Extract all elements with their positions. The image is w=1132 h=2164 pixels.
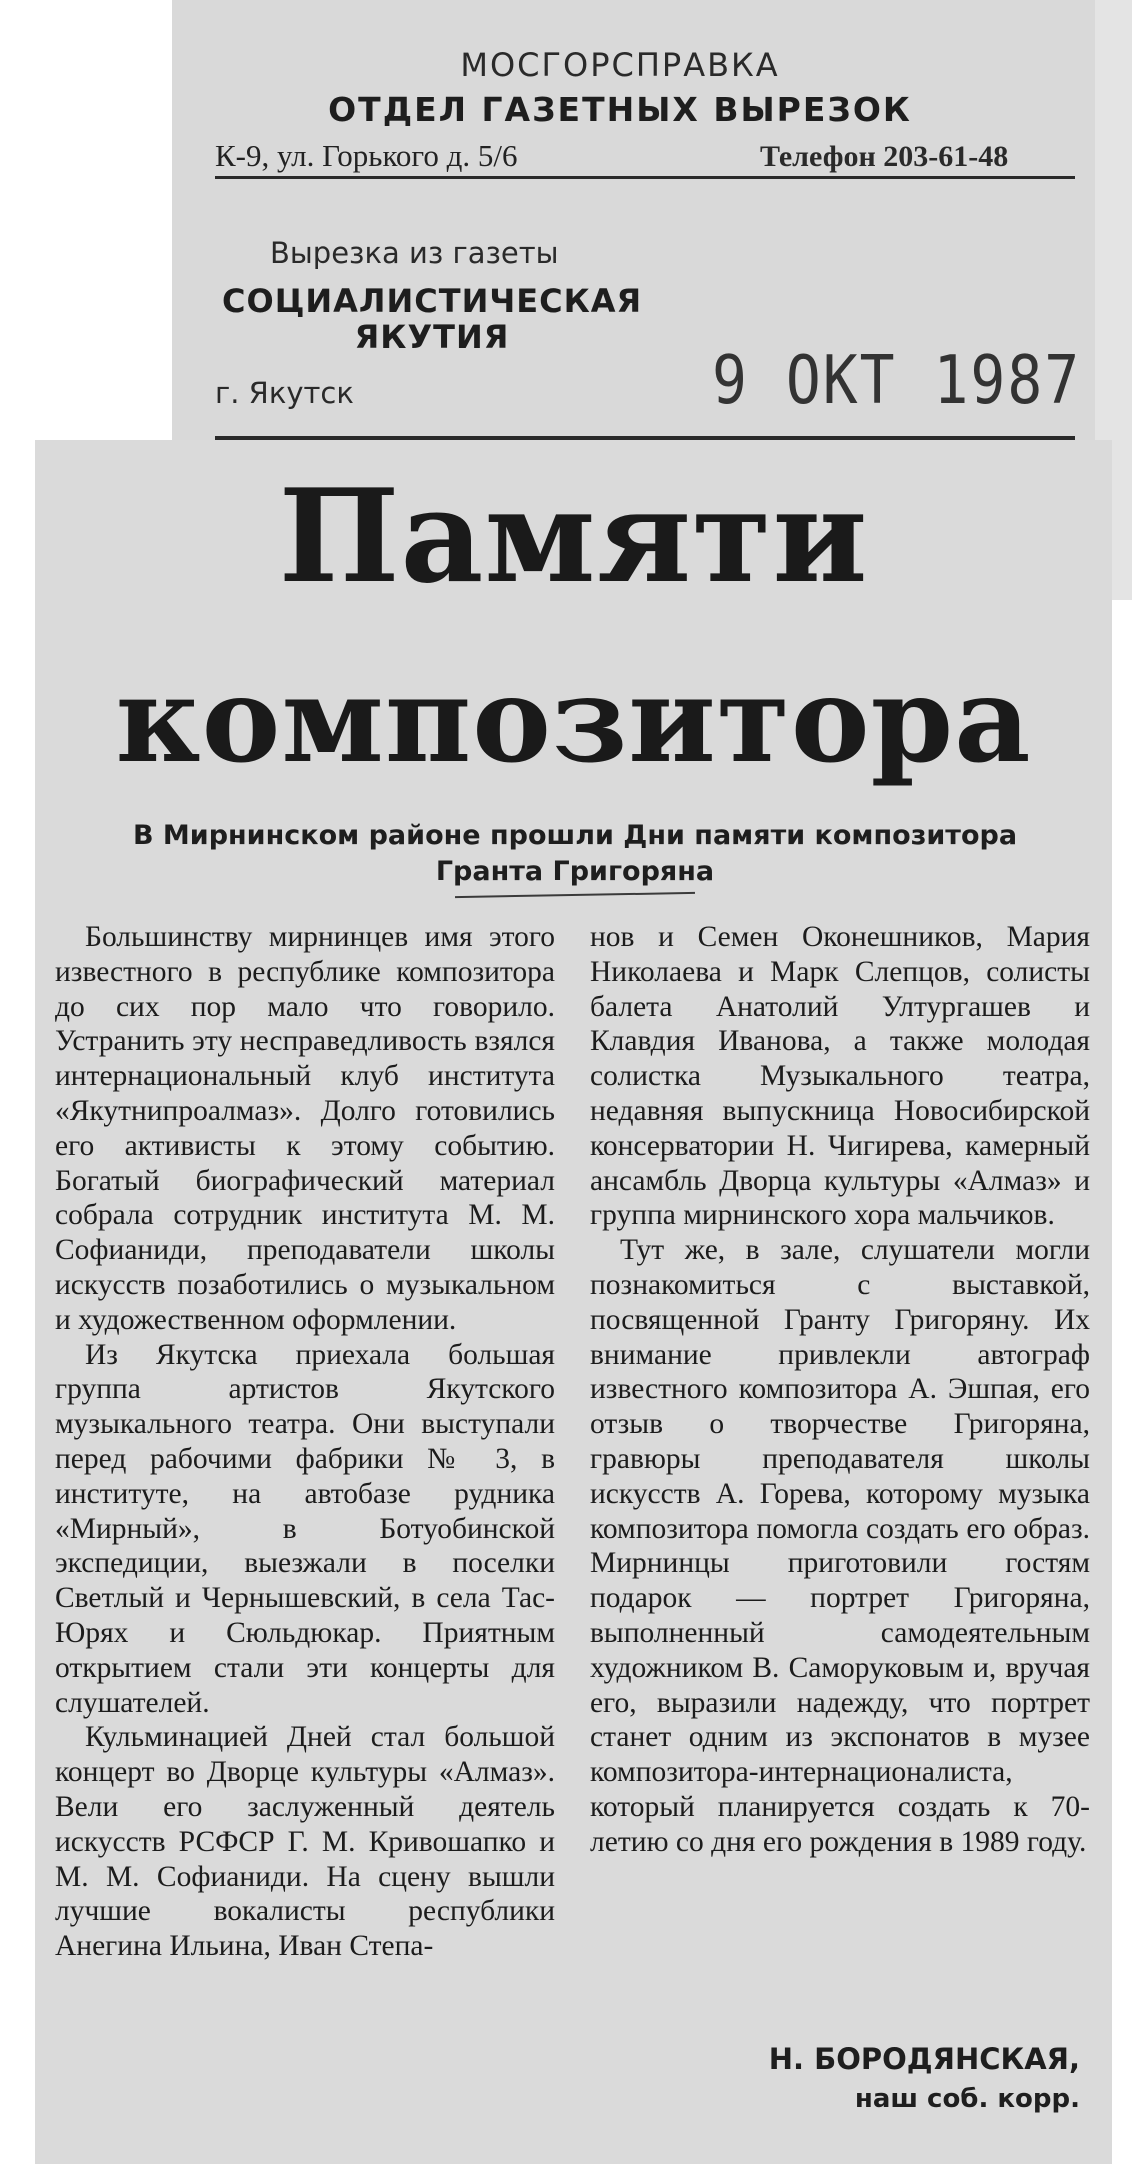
bureau-name: МОСГОРСПРАВКА: [460, 46, 780, 84]
author-role: наш соб. корр.: [854, 2084, 1080, 2114]
paragraph: Большинству мирнинцев имя этого известного в республике композитора до сих пор мало что говорило. Устранить эту несправедливость взялся интернациональный клуб института «Якутнипроалмаз». Долго готовились его активисты к этому событию. Богатый биографический материал собрала сотрудник института М. М. Софианиди, преподаватели школы искусств позаботились о музыкальном и художественном оформлении.: [55, 921, 555, 1336]
bureau-phone: Телефон 203-61-48: [760, 140, 1009, 173]
department-name: ОТДЕЛ ГАЗЕТНЫХ ВЫРЕЗОК: [328, 90, 912, 129]
cut-from-label: Вырезка из газеты: [270, 236, 559, 270]
header-rule: [215, 176, 1075, 179]
newspaper-city: г. Якутск: [215, 376, 354, 410]
paragraph: Из Якутска приехала большая группа артистов Якутского музыкального театра. Они выступали перед рабочими фабрики № 3, в институте, на автобазе рудника «Мирный», в Ботуобинской экспедиции, выезжали в поселки Светлый и Чернышевский, в села Тас-Юрях и Сюльдюкар. Приятным открытием стали эти концерты для слушателей.: [55, 1338, 555, 1719]
paragraph: нов и Семен Оконешников, Мария Николаева и Марк Слепцов, солисты балета Анатолий Ултургашев и Клавдия Иванова, а также молодая солистка Музыкального театра, недавняя выпускница Новосибирской консерватории Н. Чигирева, камерный ансамбль Дворца культуры «Алмаз» и группа мирнинского хора мальчиков.: [590, 921, 1090, 1232]
article-title-line1: Памяти: [278, 462, 869, 612]
newspaper-name-line1: СОЦИАЛИСТИЧЕСКАЯ: [222, 282, 643, 320]
article-subtitle: В Мирнинском районе прошли Дни памяти композитора Гранта Григоряна: [132, 820, 1018, 887]
article-title-line2: композитора: [115, 650, 1032, 789]
bureau-address: К-9, ул. Горького д. 5/6: [215, 138, 518, 173]
article-column-right: [590, 920, 1090, 1860]
paragraph: Кульминацией Дней стал большой концерт во Дворце культуры «Алмаз». Вели его заслуженный деятель искусств РСФСР Г. М. Кривошапко и М. М. Софианиди. На сцену вышли лучшие вокалисты республики Анегина Ильина, Иван Степа-: [55, 1721, 555, 1963]
newspaper-name-line2: ЯКУТИЯ: [354, 318, 510, 356]
date-stamp: 9 ОКТ 1987: [712, 340, 1082, 420]
paragraph: Тут же, в зале, слушатели могли познакомиться с выставкой, посвященной Гранту Григоряну. Их внимание привлекли автограф известного композитора А. Эшпая, его отзыв о творчестве Григоряна, гравюры преподавателя школы искусств А. Горева, которому музыка композитора помогла создать его образ. Мирнинцы приготовили гостям подарок — портрет Григоряна, выполненный самодеятельным художником В. Саморуковым и, вручая его, выразили надежду, что портрет станет одним из экспонатов в музее композитора-интернационалиста, который планируется создать к 70-летию со дня его рождения в 1989 году.: [590, 1234, 1090, 1858]
article-column-left: [55, 920, 555, 1964]
author-name: Н. БОРОДЯНСКАЯ,: [768, 2042, 1080, 2076]
